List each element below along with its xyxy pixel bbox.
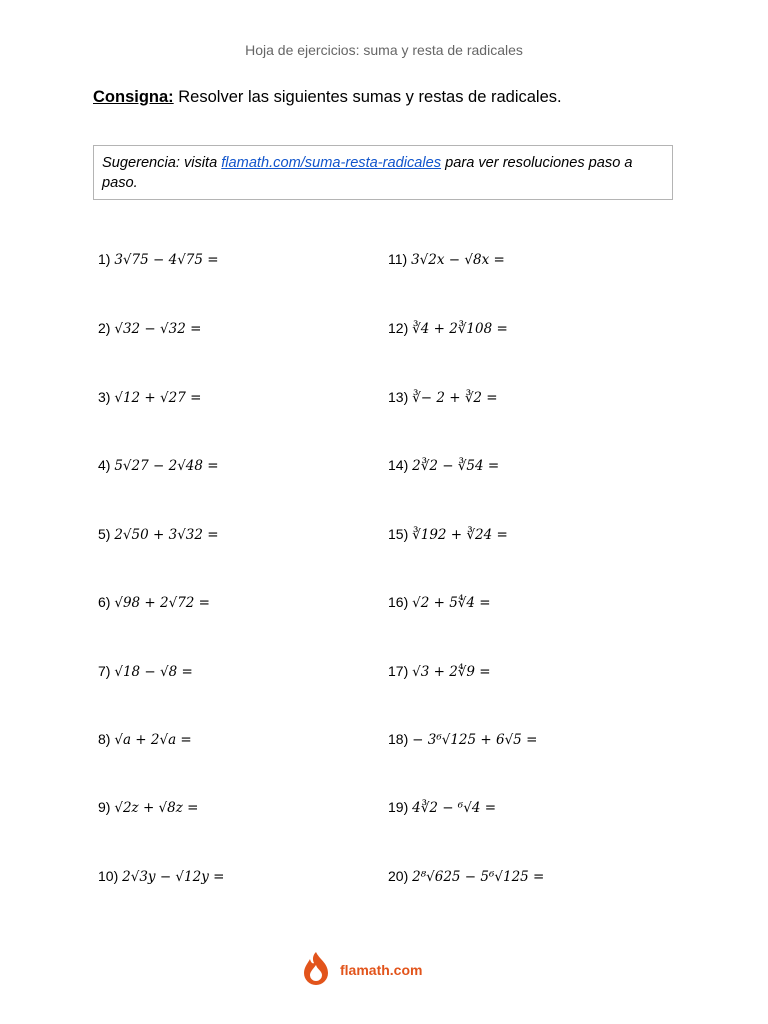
- exercise-number: 13): [388, 389, 409, 405]
- exercise-number: 2): [98, 320, 111, 336]
- exercise-item: [98, 244, 219, 274]
- exercise-number: 19): [388, 799, 409, 815]
- exercise-number: 16): [388, 594, 409, 610]
- exercise-expression: 3√75 − 4√75 =: [114, 252, 219, 268]
- exercise-number: 17): [388, 663, 409, 679]
- exercise-number: 4): [98, 457, 111, 473]
- exercise-expression: √2 + 5∜4 =: [412, 595, 491, 611]
- exercise-expression: 4∛2 − ⁶√4 =: [412, 800, 497, 816]
- exercise-item: [98, 792, 198, 822]
- exercise-item: [388, 244, 505, 274]
- page-title: Hoja de ejercicios: suma y resta de radicales: [245, 42, 523, 58]
- flame-logo-icon: [300, 950, 332, 991]
- exercise-number: 8): [98, 731, 111, 747]
- exercise-number: 20): [388, 868, 409, 884]
- exercise-item: [98, 313, 201, 343]
- exercise-number: 3): [98, 389, 111, 405]
- exercise-item: [388, 792, 496, 822]
- exercise-item: [388, 587, 491, 617]
- exercise-item: [388, 519, 508, 549]
- exercise-expression: 3√2x − √8x =: [411, 252, 505, 268]
- exercise-number: 7): [98, 663, 111, 679]
- exercise-number: 6): [98, 594, 111, 610]
- exercise-number: 5): [98, 526, 111, 542]
- exercise-item: [388, 861, 544, 891]
- exercise-expression: √12 + √27 =: [114, 390, 202, 406]
- exercise-expression: 5√27 − 2√48 =: [114, 458, 219, 474]
- exercise-number: 1): [98, 251, 111, 267]
- instruction: [93, 88, 562, 107]
- exercise-item: [98, 587, 210, 617]
- exercise-number: 9): [98, 799, 111, 815]
- exercise-expression: ∛4 + 2∛108 =: [412, 321, 508, 337]
- exercise-number: 18): [388, 731, 409, 747]
- exercise-expression: ∛− 2 + ∛2 =: [412, 390, 498, 406]
- hint-box: [93, 145, 673, 200]
- exercise-expression: √a + 2√a =: [114, 732, 192, 748]
- exercise-item: [98, 450, 219, 480]
- exercise-expression: √18 − √8 =: [114, 664, 193, 680]
- exercise-expression: 2√3y − √12y =: [122, 869, 225, 885]
- exercise-item: [388, 450, 499, 480]
- exercise-expression: √2z + √8z =: [114, 800, 199, 816]
- footer: [300, 950, 422, 990]
- exercise-item: [388, 382, 498, 412]
- hint-prefix: Sugerencia: visita: [102, 155, 222, 171]
- exercise-number: 10): [98, 868, 119, 884]
- hint-suffix: para ver resoluciones paso a paso.: [102, 155, 633, 191]
- exercise-expression: 2√50 + 3√32 =: [114, 527, 219, 543]
- footer-brand: flamath.com: [340, 962, 423, 978]
- exercise-expression: 2∛2 − ∛54 =: [412, 458, 500, 474]
- exercise-expression: √98 + 2√72 =: [114, 595, 210, 611]
- exercise-item: [388, 656, 491, 686]
- instruction-text: Resolver las siguientes sumas y restas de radicales.: [173, 88, 562, 106]
- exercise-number: 12): [388, 320, 409, 336]
- exercise-number: 14): [388, 457, 409, 473]
- exercise-expression: − 3⁶√125 + 6√5 =: [412, 732, 538, 748]
- hint-link[interactable]: flamath.com/suma-resta-radicales: [221, 155, 442, 171]
- exercise-item: [98, 861, 224, 891]
- instruction-label: Consigna:: [93, 88, 174, 106]
- exercise-expression: √3 + 2∜9 =: [412, 664, 491, 680]
- exercise-item: [98, 656, 193, 686]
- exercise-number: 11): [388, 251, 408, 267]
- exercise-expression: √32 − √32 =: [114, 321, 202, 337]
- exercise-expression: ∛192 + ∛24 =: [412, 527, 508, 543]
- exercise-item: [98, 382, 201, 412]
- exercise-item: [98, 519, 219, 549]
- exercise-expression: 2⁸√625 − 5⁶√125 =: [412, 869, 545, 885]
- exercise-number: 15): [388, 526, 409, 542]
- exercise-item: [98, 724, 192, 754]
- exercise-item: [388, 724, 537, 754]
- exercise-item: [388, 313, 508, 343]
